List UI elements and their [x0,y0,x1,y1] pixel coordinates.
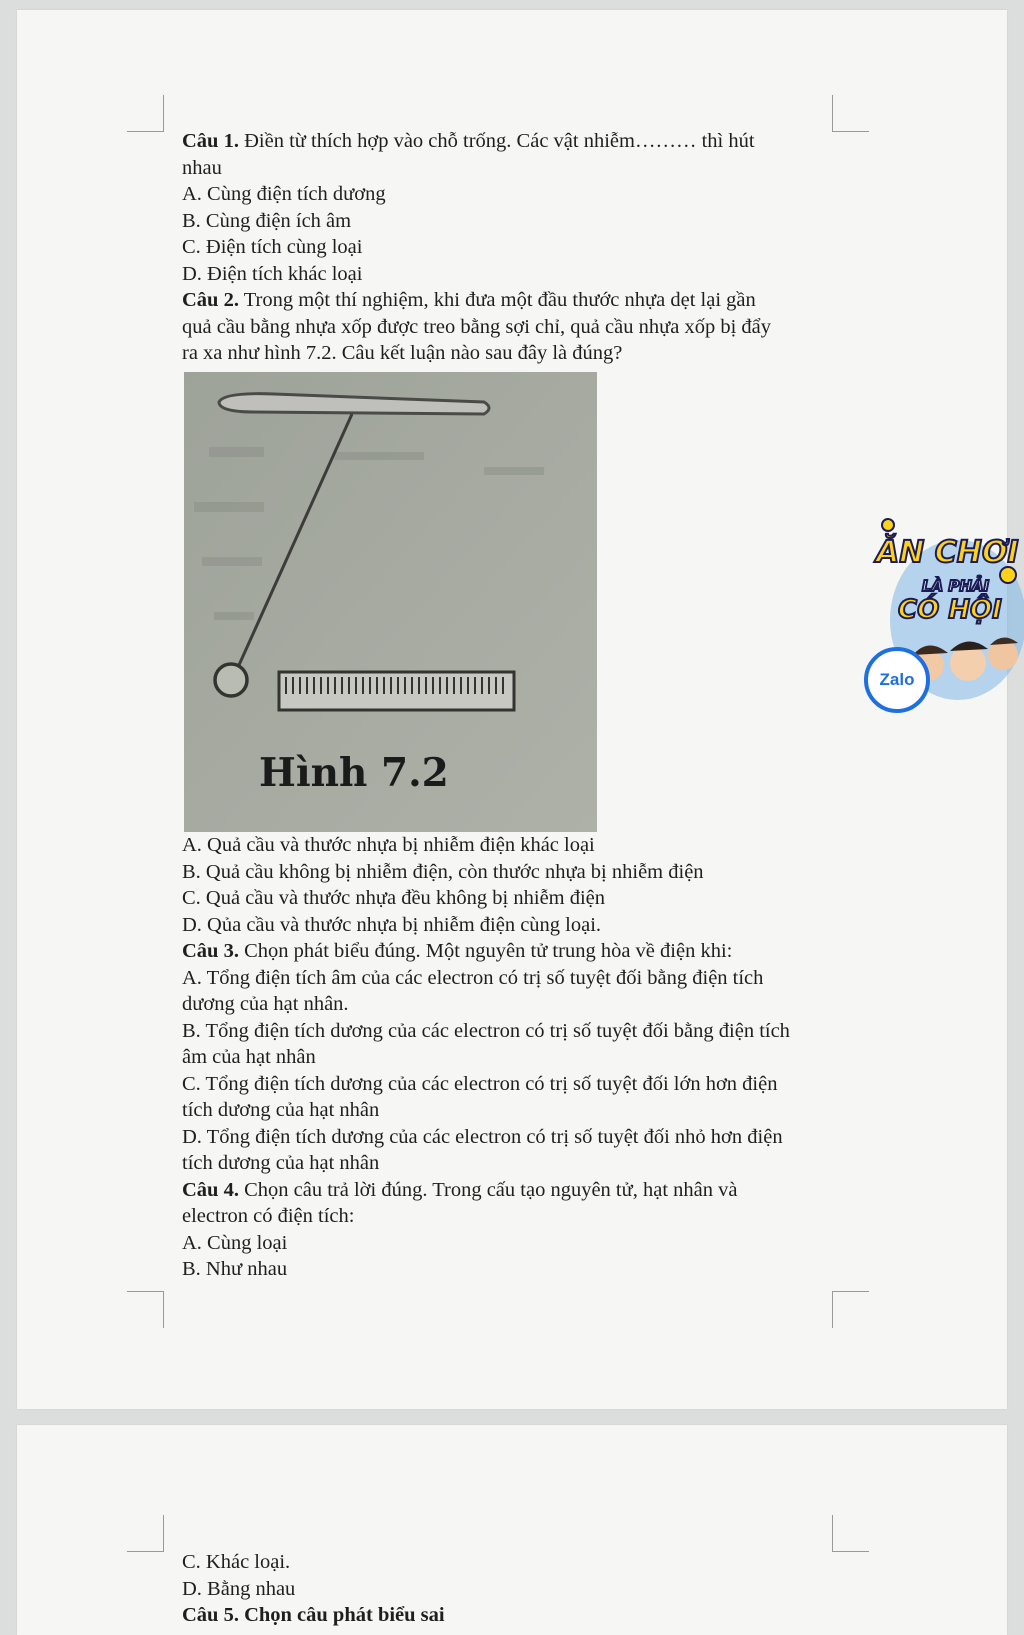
question-3-text: Chọn phát biểu đúng. Một nguyên tử trung hòa về điện khi: [238,940,733,962]
q3-option-d-line-2: tích dương của hạt nhân [182,1152,380,1174]
q3-option-a-line-2: dương của hạt nhân. [182,993,349,1015]
margin-corner-top-left [127,95,164,132]
question-2-line-1 [182,287,771,314]
question-3-line-1 [182,938,790,965]
question-4-text: Chọn câu trả lời đúng. Trong cấu tạo nguyên tử, hạt nhân và [238,1178,738,1201]
q4-option-a: A. Cùng loại [182,1231,288,1254]
q2-option-b: B. Quả cầu không bị nhiễm điện, còn thước nhựa bị nhiễm điện [182,860,704,883]
q3-option-c-line-1: C. Tổng điện tích dương của các electron có trị số tuyệt đối lớn hơn điện [182,1072,778,1095]
margin-corner-top-right [832,95,869,132]
q3-option-a-line-1: A. Tổng điện tích âm của các electron có trị số tuyệt đối bằng điện tích [182,966,764,989]
q3-option-c-line-2: tích dương của hạt nhân [182,1099,380,1121]
question-2-line-2: quả cầu bằng nhựa xốp được treo bằng sợi chỉ, quả cầu nhựa xốp bị đẩy [182,315,771,338]
question-1-line-1 [182,128,771,155]
q2-option-c: C. Quả cầu và thước nhựa đều không bị nhiễm điện [182,887,606,909]
question-2-label: Câu 2. [182,289,239,311]
margin-corner-top-right [832,1515,869,1552]
q1-option-c: C. Điện tích cùng loại [182,236,363,258]
document-page-1 [17,10,1007,1409]
zalo-sticker[interactable] [858,515,1024,705]
figure-7-2-photo [184,372,597,832]
question-1-line-2: nhau [182,156,222,179]
margin-corner-bottom-left [127,1291,164,1328]
margin-corner-bottom-right [832,1291,869,1328]
foam-ball [215,664,247,696]
question-3-label: Câu 3. [182,940,239,962]
sticker-text-line-1: ĂN CHƠI [876,535,1019,570]
q1-option-b: B. Cùng điện ích âm [182,209,352,232]
question-1-text: Điền từ thích hợp vào chỗ trống. Các vật nhiễm……… thì hút [238,130,755,152]
q3-option-d-line-1: D. Tổng điện tích dương của các electron có trị số tuyệt đối nhỏ hơn điện [182,1125,783,1148]
question-block-2 [182,832,790,1283]
zalo-logo-icon[interactable]: Zalo [864,647,930,713]
q4-option-d: D. Bằng nhau [182,1577,296,1600]
q3-option-b-line-1: B. Tổng điện tích dương của các electron có trị số tuyệt đối bằng điện tích [182,1019,790,1042]
margin-corner-top-left [127,1515,164,1552]
question-4-line-2: electron có điện tích: [182,1205,355,1227]
q4-option-c: C. Khác loại. [182,1551,291,1573]
document-page-2 [17,1425,1007,1635]
question-4-line-1 [182,1177,790,1204]
sticker-text-line-3: CÓ HỘI [898,595,1002,625]
question-block-1 [182,128,771,367]
question-2-text: Trong một thí nghiệm, khi đưa một đầu thước nhựa dẹt lại gần [238,289,756,311]
question-4-label: Câu 4. [182,1178,239,1201]
q1-option-d: D. Điện tích khác loại [182,262,363,285]
question-1-label: Câu 1. [182,130,239,152]
q2-option-d: D. Qủa cầu và thước nhựa bị nhiễm điện cùng loại. [182,913,602,936]
sticker-text-line-2: LÀ PHẢI [922,577,990,595]
question-5-line-1: Câu 5. Chọn câu phát biểu sai [182,1604,445,1626]
q2-option-a: A. Quả cầu và thước nhựa bị nhiễm điện khác loại [182,834,595,856]
q3-option-b-line-2: âm của hạt nhân [182,1046,316,1068]
q4-option-b: B. Như nhau [182,1258,288,1280]
question-2-line-3: ra xa như hình 7.2. Câu kết luận nào sau đây là đúng? [182,342,623,364]
q1-option-a: A. Cùng điện tích dương [182,183,386,205]
question-block-3 [182,1549,445,1629]
figure-caption: Hình 7.2 [259,750,449,796]
